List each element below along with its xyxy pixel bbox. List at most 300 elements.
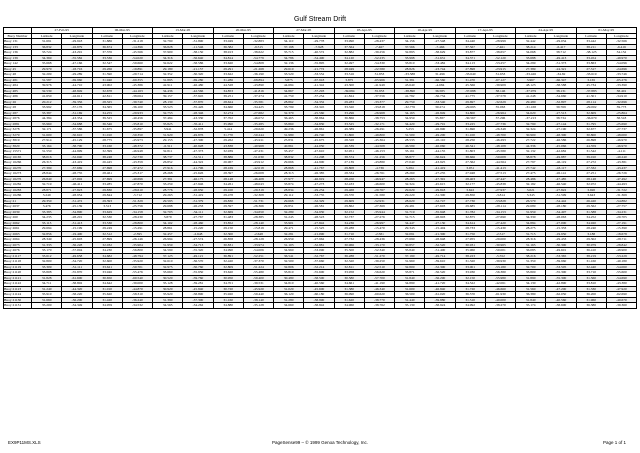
longitude-cell: -45.110 [425,138,455,144]
longitude-cell: -18.716 [62,66,92,72]
longitude-cell: -56.800 [122,248,152,254]
longitude-cell: -36.190 [243,72,273,78]
drift-table [3,27,637,309]
latitude-cell: 32.324 [516,127,546,133]
longitude-cell: -46.060 [425,143,455,149]
longitude-cell: -14.396 [122,44,152,50]
buoy-number-cell: Buoy 484 [4,83,32,89]
latitude-cell: 32.281 [274,231,304,237]
latitude-cell: -37.979 [516,88,546,94]
buoy-number-cell: Buoy 2639 [4,209,32,215]
latitude-cell: 33.810 [395,61,425,67]
latitude-cell: 34.369 [32,55,62,61]
latitude-cell: 29.370 [334,193,364,199]
buoy-number-cell: Buoy 21117 [4,253,32,259]
longitude-cell: -51.270 [364,253,394,259]
latitude-cell: 33.958 [334,270,364,276]
buoy-number-cell: Buoy 3820 [4,143,32,149]
longitude-cell: -49.740 [304,132,334,138]
latitude-cell: 34.959 [395,116,425,122]
longitude-cell: -65.276 [606,77,636,83]
latitude-cell: 27.251 [576,171,606,177]
buoy-number-cell: Buoy 2881 [4,121,32,127]
latitude-cell: 35.910 [32,292,62,298]
latitude-cell: 32.800 [32,259,62,265]
longitude-cell: -35.426 [183,105,213,111]
latitude-cell: 36.380 [576,303,606,309]
latitude-cell: 33.516 [334,72,364,78]
longitude-cell: -44.508 [364,143,394,149]
longitude-cell: -43.359 [122,160,152,166]
longitude-cell: -56.620 [364,270,394,276]
longitude-cell: -29.289 [62,72,92,78]
longitude-cell: -29.000 [485,237,515,243]
latitude-cell: 27.732 [334,237,364,243]
longitude-cell: -39.930 [485,259,515,265]
latitude-cell: 45.734 [576,83,606,89]
latitude-cell: 26.570 [516,198,546,204]
latitude-cell: 33.296 [334,110,364,116]
longitude-cell: -2.395 [122,231,152,237]
longitude-cell: -56.290 [425,275,455,281]
longitude-cell: -44.710 [62,83,92,89]
longitude-cell: -34.532 [122,303,152,309]
longitude-cell: -4.111 [606,149,636,155]
latitude-cell: 33.612 [32,253,62,259]
longitude-cell: -15.525 [304,226,334,232]
latitude-cell: -32.776 [395,105,425,111]
latitude-cell: 28.349 [32,237,62,243]
latitude-cell: -36.670 [576,116,606,122]
latitude-cell: 29.112 [274,193,304,199]
longitude-cell: -50.624 [425,154,455,160]
latitude-cell: 28.268 [153,171,183,177]
longitude-cell: -28.842 [606,242,636,248]
longitude-cell: -29.791 [425,121,455,127]
longitude-cell: -43.380 [606,281,636,287]
longitude-cell: -19.950 [546,231,576,237]
longitude-cell: -54.330 [364,61,394,67]
longitude-cell: -26.008 [243,171,273,177]
longitude-cell: 39.769 [546,105,576,111]
latitude-cell: 38.216 [516,253,546,259]
longitude-cell: -42.061 [485,281,515,287]
latitude-cell: 33.442 [576,39,606,45]
latitude-cell: 38.913 [213,50,243,56]
latitude-cell: 32.136 [274,61,304,67]
longitude-cell: -52.767 [304,253,334,259]
buoy-number-cell: Buoy 26 [4,99,32,105]
longitude-cell: -59.760 [183,275,213,281]
longitude-cell: -38.588 [546,83,576,89]
latitude-cell: 27.722 [516,138,546,144]
longitude-cell: -49.240 [606,154,636,160]
longitude-cell: -28.610 [122,187,152,193]
longitude-cell: -38.700 [62,143,92,149]
longitude-cell: -35.944 [364,209,394,215]
latitude-cell: 26.852 [153,160,183,166]
buoy-number-cell: Buoy 28 [4,105,32,111]
latitude-cell: 31.542 [576,149,606,155]
latitude-cell: 33.810 [576,281,606,287]
longitude-cell: -27.690 [485,215,515,221]
latitude-cell: 29.481 [395,204,425,210]
latitude-header: Latitude [92,33,122,39]
longitude-cell: -42.566 [183,88,213,94]
latitude-cell: 34.068 [516,50,546,56]
longitude-cell: -33.390 [606,83,636,89]
longitude-cell: -52.340 [364,248,394,254]
longitude-cell: -35.897 [122,127,152,133]
latitude-cell: 31.980 [274,132,304,138]
longitude-cell: -34.930 [304,209,334,215]
buoy-number-cell: Buoy 16283 [4,187,32,193]
longitude-cell: -27.574 [183,237,213,243]
latitude-cell: 34.614 [455,220,485,226]
longitude-cell: -38.990 [304,297,334,303]
longitude-cell: -55.870 [62,270,92,276]
longitude-cell: -27.736 [485,121,515,127]
latitude-cell: 37.190 [395,253,425,259]
latitude-cell: -30.567 [455,116,485,122]
buoy-number-cell: Buoy 21122 [4,281,32,287]
latitude-cell: 26.959 [274,237,304,243]
latitude-cell: 27.955 [455,237,485,243]
longitude-cell: -60.180 [304,292,334,298]
latitude-cell: 32.497 [334,61,364,67]
longitude-cell: -29.933 [122,110,152,116]
latitude-header: Latitude [334,33,364,39]
latitude-cell: 33.852 [213,220,243,226]
buoy-number-cell: Buoy 2876 [4,116,32,122]
latitude-cell: 29.609 [334,198,364,204]
latitude-cell: 26.445 [92,160,122,166]
longitude-cell: -45.973 [122,138,152,144]
longitude-cell: 35.387 [425,116,455,122]
longitude-cell: -39.610 [425,259,455,265]
latitude-cell: 29.478 [213,193,243,199]
latitude-cell: 41.782 [395,94,425,100]
latitude-cell: 28.263 [395,176,425,182]
longitude-cell: -50.244 [243,132,273,138]
longitude-cell: -34.425 [243,105,273,111]
longitude-header: Longitude [546,33,576,39]
longitude-cell: -26.849 [425,110,455,116]
longitude-cell: -37.293 [304,88,334,94]
longitude-cell: -46.586 [546,138,576,144]
latitude-cell: 36.541 [274,253,304,259]
latitude-cell: 32.737 [334,215,364,221]
longitude-cell: -51.030 [243,154,273,160]
longitude-cell: -44.050 [304,143,334,149]
longitude-header: Longitude [304,33,334,39]
longitude-cell: -40.560 [304,281,334,287]
latitude-cell: 30.720 [213,286,243,292]
latitude-cell: 36.674 [92,44,122,50]
buoy-number-cell: Buoy 3278 [4,127,32,133]
latitude-cell: 28.240 [576,226,606,232]
longitude-cell: -54.779 [243,55,273,61]
longitude-cell: -15.220 [183,226,213,232]
longitude-cell: 31.653 [485,72,515,78]
latitude-cell: 35.920 [213,292,243,298]
latitude-cell: 3.875 [334,77,364,83]
longitude-cell: -37.472 [122,165,152,171]
longitude-cell: -27.757 [606,204,636,210]
latitude-cell: 29.480 [516,99,546,105]
latitude-cell: 29.666 [274,160,304,166]
latitude-cell: 26.858 [213,237,243,243]
latitude-cell: 28.328 [334,138,364,144]
document-title: Gulf Stream Drift [293,16,347,23]
longitude-cell: -4.736 [364,165,394,171]
longitude-cell: -51.111 [62,264,92,270]
latitude-cell: 33.901 [274,220,304,226]
latitude-cell: 31.960 [395,259,425,265]
longitude-cell: -27.767 [183,215,213,221]
latitude-cell: 32.152 [334,209,364,215]
buoy-number-cell: Buoy 2676 [4,248,32,254]
longitude-cell: -43.437 [606,165,636,171]
latitude-cell: 36.832 [32,44,62,50]
latitude-cell: 30.831 [213,242,243,248]
latitude-cell: 34.642 [92,281,122,287]
longitude-cell: 30.274 [425,105,455,111]
latitude-cell: 39.010 [576,154,606,160]
longitude-cell: -29.433 [546,237,576,243]
latitude-cell: 32.811 [153,149,183,155]
longitude-cell: -47.200 [546,286,576,292]
latitude-cell: 3.051 [455,165,485,171]
longitude-cell: -50.701 [122,264,152,270]
latitude-cell: 28.868 [274,165,304,171]
longitude-cell: -33.345 [304,105,334,111]
longitude-cell: -48.849 [62,88,92,94]
longitude-cell: -58.586 [183,61,213,67]
latitude-cell: 34.102 [153,220,183,226]
latitude-cell: 34.156 [395,39,425,45]
longitude-cell: -37.870 [183,99,213,105]
longitude-cell: -66.560 [425,77,455,83]
longitude-cell: -24.321 [546,66,576,72]
latitude-cell: 33.385 [32,209,62,215]
longitude-cell: -55.480 [243,270,273,276]
latitude-cell: 34.420 [395,121,425,127]
latitude-cell: -33.426 [516,72,546,78]
longitude-cell: -11.546 [183,44,213,50]
latitude-cell: 46.539 [334,143,364,149]
longitude-cell: -38.600 [546,303,576,309]
longitude-cell: -19.891 [122,66,152,72]
date-header: 01-May-95 [576,28,637,34]
longitude-cell: -6.417 [546,44,576,50]
longitude-cell: -52.300 [425,264,455,270]
longitude-cell: -32.566 [606,39,636,45]
longitude-cell: -53.828 [485,198,515,204]
longitude-cell: -3.814 [485,193,515,199]
latitude-cell: 29.808 [334,165,364,171]
longitude-cell: -38.762 [364,303,394,309]
latitude-cell: 33.930 [455,270,485,276]
longitude-cell: -32.883 [243,39,273,45]
longitude-cell: -54.006 [243,248,273,254]
longitude-cell: -30.300 [546,242,576,248]
longitude-cell: -46.660 [485,286,515,292]
latitude-cell: -38.125 [576,50,606,56]
longitude-cell: -25.139 [62,204,92,210]
longitude-cell: -25.756 [122,204,152,210]
longitude-cell: -26.141 [546,171,576,177]
longitude-cell: -61.930 [485,292,515,298]
latitude-cell: 31.590 [92,72,122,78]
longitude-cell: -48.043 [243,182,273,188]
latitude-cell: 33.164 [32,143,62,149]
date-header: 27-Feb-95 [32,28,93,34]
latitude-cell: 3.345 [516,193,546,199]
longitude-cell: -15.199 [62,226,92,232]
latitude-cell: 35.960 [455,248,485,254]
latitude-cell: 33.457 [274,149,304,155]
latitude-cell: 48.123 [516,83,546,89]
longitude-cell: -27.823 [62,187,92,193]
buoy-number-cell: Buoy 486 [4,94,32,100]
latitude-cell: 29.685 [455,204,485,210]
longitude-cell: -55.980 [485,275,515,281]
longitude-cell: -52.120 [485,55,515,61]
longitude-cell: -33.974 [243,242,273,248]
latitude-cell: 34.660 [274,303,304,309]
latitude-cell: 38.877 [395,154,425,160]
longitude-cell: -46.175 [183,176,213,182]
latitude-cell: 34.800 [455,110,485,116]
longitude-cell: -34.82 [546,72,576,78]
longitude-cell: -49.658 [62,253,92,259]
longitude-cell: -40.456 [122,116,152,122]
latitude-cell: 30.857 [395,242,425,248]
latitude-cell: 32.669 [213,209,243,215]
longitude-cell: -51.511 [183,154,213,160]
latitude-cell: 31.715 [395,215,425,221]
longitude-cell: -41.342 [304,83,334,89]
longitude-cell: -47.166 [62,61,92,67]
longitude-cell: -26.990 [425,127,455,133]
latitude-cell: 28.450 [334,176,364,182]
longitude-cell: -52.747 [425,198,455,204]
longitude-cell: -49.970 [606,55,636,61]
latitude-cell: 28.130 [153,99,183,105]
latitude-cell: 34.130 [516,281,546,287]
latitude-cell: 28.624 [213,99,243,105]
buoy-number-cell: Buoy 16286 [4,193,32,199]
latitude-cell: 31.560 [516,286,546,292]
latitude-cell: 3.476 [32,204,62,210]
latitude-header: Latitude [516,33,546,39]
latitude-cell: 35.840 [395,248,425,254]
longitude-cell: -43.354 [62,116,92,122]
buoy-number-cell: Buoy 287 [4,110,32,116]
latitude-cell: 35.130 [395,303,425,309]
longitude-cell: -49.601 [546,248,576,254]
buoy-number-cell: Buoy 481 [4,77,32,83]
latitude-cell: 29.689 [516,204,546,210]
latitude-cell: 32.806 [274,264,304,270]
longitude-cell: -47.231 [243,149,273,155]
longitude-cell: -46.480 [183,83,213,89]
longitude-cell: -45.364 [364,138,394,144]
latitude-cell: 33.225 [455,121,485,127]
longitude-cell: -32.881 [304,242,334,248]
latitude-cell: 39.157 [153,94,183,100]
latitude-cell: 32.209 [32,72,62,78]
date-header: 03-Apr-95 [334,28,395,34]
latitude-cell: 31.440 [395,297,425,303]
longitude-cell: -35.904 [122,242,152,248]
longitude-cell: -43.912 [243,160,273,166]
latitude-cell: 32.882 [334,50,364,56]
latitude-cell: 3.188 [576,231,606,237]
latitude-cell: 35.960 [32,121,62,127]
latitude-cell: 37.484 [153,116,183,122]
longitude-cell: -34.153 [485,209,515,215]
longitude-cell: -46.340 [364,286,394,292]
buoy-number-cell: Buoy 139 [4,55,32,61]
longitude-cell: -22.580 [364,66,394,72]
longitude-cell: -28.948 [425,237,455,243]
longitude-cell: -39.909 [485,83,515,89]
longitude-cell: -62.690 [606,292,636,298]
longitude-cell: -28.903 [425,215,455,221]
longitude-cell: -42.682 [546,149,576,155]
longitude-cell: -36.100 [122,105,152,111]
longitude-cell: -54.442 [546,198,576,204]
latitude-cell: 32.091 [395,231,425,237]
longitude-cell: -43.291 [62,50,92,56]
latitude-cell: 36.546 [92,121,122,127]
longitude-cell: -45.066 [546,143,576,149]
buoy-number-cell: Buoy 485 [4,88,32,94]
latitude-cell: 33.660 [153,270,183,276]
longitude-cell: -33.735 [304,193,334,199]
latitude-cell: 44.359 [576,143,606,149]
latitude-cell: 31.380 [334,286,364,292]
latitude-cell: 32.677 [576,127,606,133]
latitude-cell: 28.486 [516,176,546,182]
longitude-cell: -35.411 [183,121,213,127]
latitude-cell: 27.742 [516,165,546,171]
latitude-cell: 34.920 [576,220,606,226]
latitude-cell: 34.990 [213,248,243,254]
longitude-cell: -41.796 [183,165,213,171]
longitude-cell: -50.760 [183,264,213,270]
longitude-cell: -26.291 [364,127,394,133]
latitude-cell: 3.643 [576,193,606,199]
latitude-cell: 26.967 [213,160,243,166]
date-header: 20-Mar-95 [213,28,274,34]
longitude-header: Longitude [183,33,213,39]
latitude-cell: 32.622 [153,61,183,67]
latitude-cell: 33.863 [576,61,606,67]
latitude-cell: 33.800 [516,270,546,276]
longitude-cell: -25.603 [62,237,92,243]
latitude-cell: 32.951 [334,149,364,155]
longitude-cell: -57.004 [62,248,92,254]
longitude-cell: 38.518 [606,116,636,122]
longitude-cell: 34.152 [606,50,636,56]
longitude-cell: -32.520 [425,242,455,248]
latitude-cell: 34.810 [274,281,304,287]
longitude-cell: -25.864 [606,110,636,116]
latitude-cell: 37.702 [213,116,243,122]
